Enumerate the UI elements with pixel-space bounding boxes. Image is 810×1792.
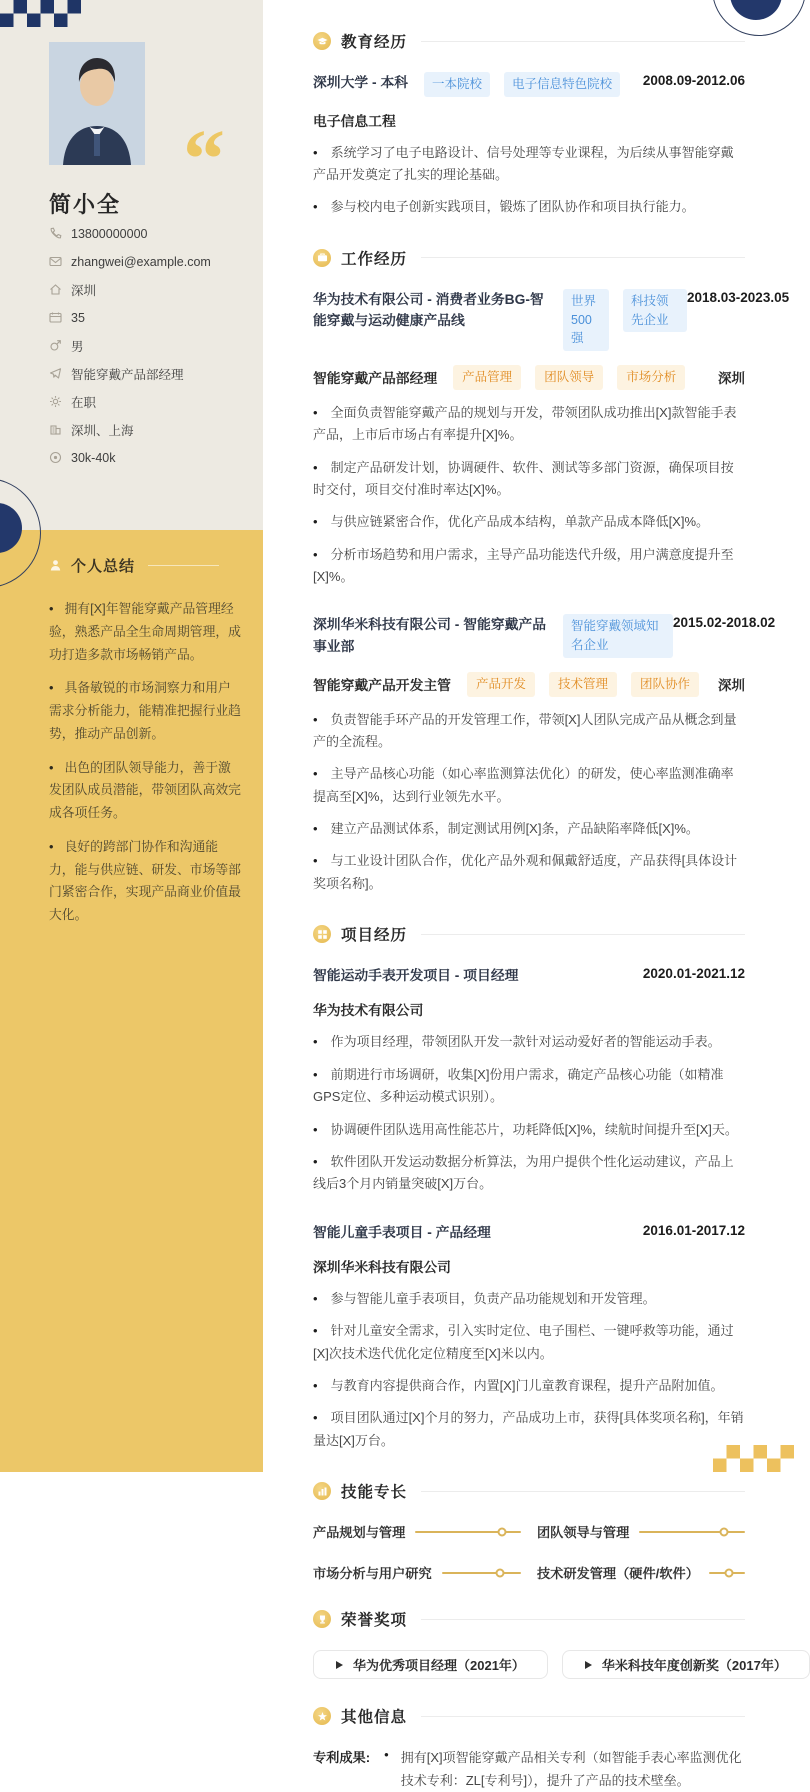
other-section-title: 其他信息 (341, 1709, 408, 1727)
company-name: 深圳华米科技有限公司 - 智能穿戴产品事业部 (313, 617, 547, 654)
skill-level-marker (725, 1568, 734, 1577)
work-section-header (313, 247, 745, 269)
project-bullet: • 与教育内容提供商合作，内置[X]门儿童教育课程，提升产品附加值。 (313, 1375, 745, 1397)
job-entry-header (313, 289, 790, 351)
job-bullet: • 与工业设计团队合作，优化产品外观和佩戴舒适度，产品获得[具体设计奖项名称]。 (313, 850, 745, 895)
company-name: 华为技术有限公司 - 消费者业务BG-智能穿戴与运动健康产品线 (313, 291, 544, 329)
project-company: 华为技术有限公司 (313, 1003, 424, 1019)
contact-job-title: 智能穿戴产品部经理 (71, 367, 184, 382)
skills-section-title: 技能专长 (341, 1484, 408, 1502)
contact-row (49, 423, 249, 436)
skills-section-header (313, 1480, 745, 1502)
summary-bullet: • 拥有[X]年智能穿戴产品管理经验，熟悉产品全生命周期管理，成功打造多款市场畅销产品。 (49, 598, 243, 666)
summary-title: 个人总结 (71, 558, 136, 575)
honor-chip[interactable] (313, 1650, 548, 1679)
project-name: 智能运动手表开发项目 - 项目经理 (313, 968, 519, 984)
projects-section-header (313, 923, 745, 945)
summary-bullet: • 出色的团队领导能力，善于激发团队成员潜能，带领团队高效完成各项任务。 (49, 757, 243, 825)
education-bullet: • 参与校内电子创新实践项目，锻炼了团队协作和项目执行能力。 (313, 196, 745, 218)
skill-level-track (639, 1531, 745, 1533)
skill-item (313, 1563, 521, 1582)
role-tag: 团队领导 (535, 365, 603, 390)
honors-section-header (313, 1608, 745, 1630)
skill-level-track (709, 1572, 745, 1574)
honor-chip[interactable] (562, 1650, 810, 1679)
bar-chart-icon (313, 1482, 331, 1500)
contact-salary: 30k-40k (71, 450, 116, 465)
job-entry-header (313, 614, 776, 658)
contact-age: 35 (71, 310, 85, 325)
project-bullets (313, 1288, 745, 1452)
job-bullet: • 建立产品测试体系，制定测试用例[X]条，产品缺陷率降低[X]%。 (313, 818, 745, 840)
contact-location: 深圳 (71, 283, 97, 298)
gender-icon (49, 339, 63, 352)
school-name: 深圳大学 - 本科 (313, 75, 409, 90)
job-location: 深圳 (718, 678, 745, 694)
main-content (263, 0, 794, 1792)
patent-text: 拥有[X]项智能穿戴产品相关专利（如智能手表心率监测优化技术专利：ZL[专利号]），提升了产品的技术壁垒。 (400, 1750, 742, 1788)
education-bullets (313, 142, 745, 219)
status-icon (49, 395, 63, 408)
bullet-dot: • (384, 1747, 389, 1763)
contact-phone: 13800000000 (71, 226, 148, 241)
job-role-row (313, 672, 745, 697)
company-tags (563, 614, 673, 658)
trophy-icon (313, 1610, 331, 1628)
checkerboard-decoration-top-left (0, 0, 81, 27)
project-bullet: • 协调硬件团队选用高性能芯片，功耗降低[X]%，续航时间提升至[X]天。 (313, 1119, 745, 1141)
home-icon (49, 283, 63, 296)
play-triangle-icon (585, 1661, 592, 1669)
company-tag: 科技领先企业 (623, 289, 687, 333)
briefcase-icon (313, 249, 331, 267)
grid-icon (313, 925, 331, 943)
honor-label: 华米科技年度创新奖（2017年） (601, 1658, 787, 1674)
phone-icon (49, 227, 63, 240)
skill-item (537, 1563, 745, 1582)
graduation-cap-icon (313, 32, 331, 50)
skill-level-track (442, 1572, 521, 1574)
role-tag: 产品管理 (453, 365, 521, 390)
project-company: 深圳华米科技有限公司 (313, 1260, 451, 1276)
skill-label: 技术研发管理（硬件/软件） (537, 1566, 699, 1582)
skill-level-marker (496, 1568, 505, 1577)
skill-label: 产品规划与管理 (313, 1525, 406, 1541)
contact-row (49, 227, 249, 240)
honor-label: 华为优秀项目经理（2021年） (353, 1658, 525, 1674)
project-entry-header (313, 965, 745, 986)
job-bullet: • 分析市场趋势和用户需求，主导产品功能迭代升级，用户满意度提升至[X]%。 (313, 544, 745, 589)
job-bullets (313, 402, 745, 589)
summary-title-rule (148, 565, 219, 566)
contact-status: 在职 (71, 395, 97, 410)
section-rule (421, 1619, 745, 1620)
role-name: 智能穿戴产品开发主管 (313, 678, 451, 694)
other-section-header (313, 1705, 745, 1727)
company-tag: 世界500强 (563, 289, 609, 351)
summary-bullet: • 良好的跨部门协作和沟通能力，能与供应链、研发、市场等部门紧密合作，实现产品商业价值最大化。 (49, 836, 243, 927)
school-tag: 一本院校 (424, 72, 490, 97)
job-icon (49, 367, 63, 380)
contact-row (49, 255, 249, 268)
project-bullet: • 针对儿童安全需求，引入实时定位、电子围栏、一键呼救等功能，通过[X]次技术迭代优化定位精度至[X]米以内。 (313, 1320, 745, 1365)
project-bullet: • 项目团队通过[X]个月的努力，产品成功上市，获得[具体奖项名称]，年销量达[X]万台。 (313, 1407, 745, 1452)
role-tag: 团队协作 (631, 672, 699, 697)
education-entry-header (313, 72, 745, 97)
section-rule (421, 934, 745, 935)
school-tags (424, 72, 620, 97)
skill-level-marker (719, 1527, 728, 1536)
project-bullet: • 前期进行市场调研，收集[X]份用户需求，确定产品核心功能（如精准GPS定位、多种运动模式识别）。 (313, 1064, 745, 1109)
city-icon (49, 423, 63, 436)
contact-list (49, 227, 249, 479)
contact-cities: 深圳、上海 (71, 423, 134, 438)
quote-decoration: “ (183, 113, 225, 206)
skill-item (537, 1522, 745, 1541)
contact-row (49, 367, 249, 380)
contact-email: zhangwei@example.com (71, 254, 211, 269)
job-bullet: • 全面负责智能穿戴产品的规划与开发，带领团队成功推出[X]款智能手表产品，上市后市场占有率提升[X]%。 (313, 402, 745, 447)
skill-item (313, 1522, 521, 1541)
personal-summary-section (0, 530, 263, 938)
contact-gender: 男 (71, 339, 84, 354)
project-bullets (313, 1031, 745, 1195)
education-date: 2008.09-2012.06 (642, 73, 745, 88)
job-bullet: • 负责智能手环产品的开发管理工作，带领[X]人团队完成产品从概念到量产的全流程。 (313, 709, 745, 754)
work-section-title: 工作经历 (341, 250, 408, 268)
skill-label: 市场分析与用户研究 (313, 1566, 432, 1582)
role-tag: 技术管理 (549, 672, 617, 697)
project-bullet: • 作为项目经理，带领团队开发一款针对运动爱好者的智能运动手表。 (313, 1031, 745, 1053)
skills-grid (313, 1522, 745, 1582)
role-tags (467, 672, 699, 697)
salary-icon (49, 451, 63, 464)
job-bullet: • 主导产品核心功能（如心率监测算法优化）的研发，使心率监测准确率提高至[X]%，达到行业领先水平。 (313, 763, 745, 808)
honors-section-title: 荣誉奖项 (341, 1612, 408, 1630)
star-icon (313, 1707, 331, 1725)
project-bullet: • 参与智能儿童手表项目，负责产品功能规划和开发管理。 (313, 1288, 745, 1310)
role-tag: 产品开发 (467, 672, 535, 697)
project-date: 2020.01-2021.12 (642, 966, 745, 982)
honors-list (313, 1650, 787, 1679)
contact-row (49, 395, 249, 408)
skill-label: 团队领导与管理 (537, 1525, 630, 1541)
role-tag: 市场分析 (617, 365, 685, 390)
job-role-row (313, 365, 745, 390)
company-tag: 智能穿戴领域知名企业 (563, 614, 673, 658)
job-date: 2015.02-2018.02 (673, 615, 776, 631)
education-section-header (313, 30, 745, 52)
profile-photo (49, 42, 145, 165)
skill-level-track (415, 1531, 521, 1533)
job-date: 2018.03-2023.05 (687, 289, 790, 305)
section-rule (421, 1491, 745, 1492)
patent-row (313, 1747, 745, 1792)
project-bullet: • 软件团队开发运动数据分析算法，为用户提供个性化运动建议，产品上线后3个月内销量突破[X]万台。 (313, 1151, 745, 1196)
school-tag: 电子信息特色院校 (504, 72, 620, 97)
section-rule (421, 1716, 745, 1717)
contact-row (49, 311, 249, 324)
contact-row (49, 451, 249, 464)
education-section-title: 教育经历 (341, 34, 408, 51)
project-entry-header (313, 1222, 745, 1243)
play-triangle-icon (336, 1661, 343, 1669)
patent-label: 专利成果: (313, 1750, 371, 1766)
summary-bullets (49, 598, 243, 927)
job-bullets (313, 709, 745, 896)
job-bullet: • 制定产品研发计划，协调硬件、软件、测试等多部门资源，确保项目按时交付，项目交付准时率达[X]%。 (313, 457, 745, 502)
contact-row (49, 339, 249, 352)
project-date: 2016.01-2017.12 (642, 1222, 745, 1238)
contact-row (49, 283, 249, 296)
project-name: 智能儿童手表项目 - 产品经理 (313, 1224, 491, 1240)
job-location: 深圳 (718, 371, 745, 387)
role-tags (453, 365, 685, 390)
job-bullet: • 与供应链紧密合作，优化产品成本结构，单款产品成本降低[X]%。 (313, 511, 745, 533)
section-rule (421, 41, 745, 42)
summary-bullet: • 具备敏锐的市场洞察力和用户需求分析能力，能精准把握行业趋势，推动产品创新。 (49, 677, 243, 745)
section-rule (421, 257, 745, 258)
summary-header (49, 555, 243, 576)
mail-icon (49, 255, 63, 268)
company-tags (563, 289, 687, 351)
role-name: 智能穿戴产品部经理 (313, 371, 438, 387)
projects-section-title: 项目经历 (341, 927, 408, 945)
education-bullet: • 系统学习了电子电路设计、信号处理等专业课程，为后续从事智能穿戴产品开发奠定了扎实的理论基础。 (313, 142, 745, 187)
candidate-name: 简小全 (49, 192, 122, 217)
skill-level-marker (497, 1527, 506, 1536)
person-icon (49, 559, 62, 572)
age-icon (49, 311, 63, 324)
major-name: 电子信息工程 (313, 113, 396, 129)
